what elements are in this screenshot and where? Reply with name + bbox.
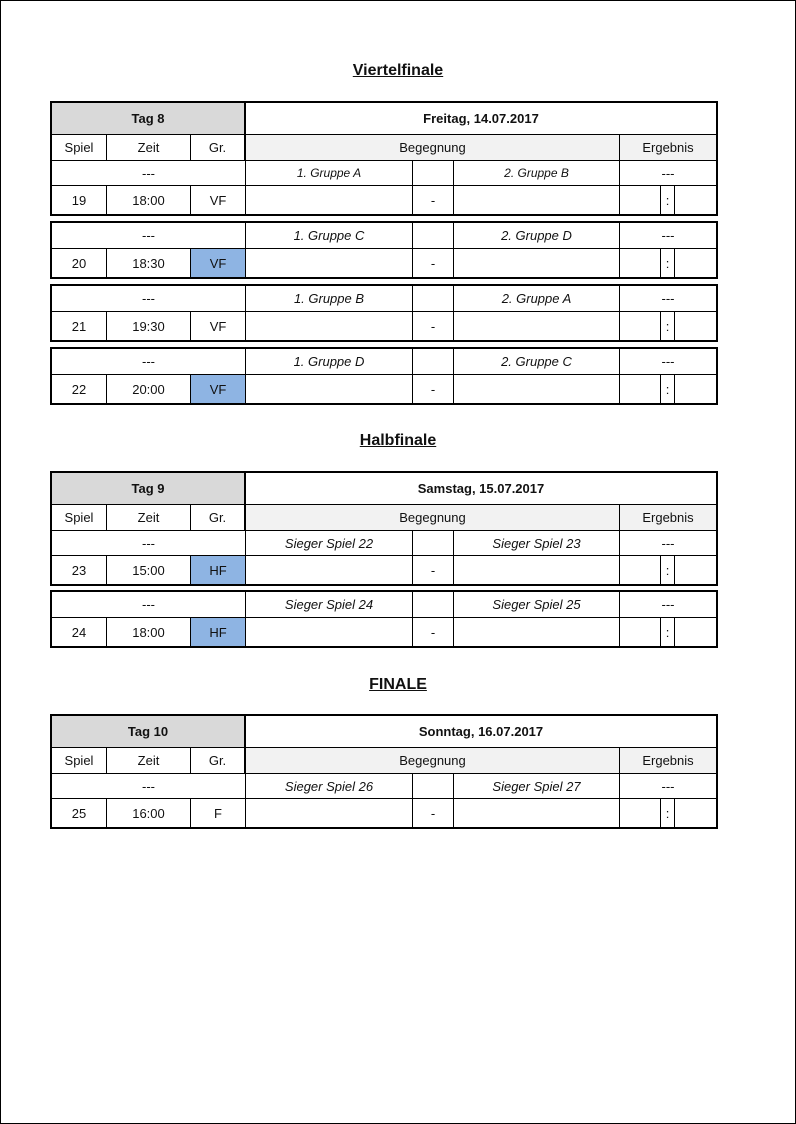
day-label: Tag 9 [52,473,245,504]
column-header-row [52,134,716,160]
away-score-field[interactable] [675,375,716,403]
home-team-field[interactable] [246,375,413,403]
match-group: VF [191,312,246,340]
match-result-placeholder: --- [661,778,675,794]
home-score-field[interactable] [620,556,661,584]
match-zeit: 19:30 [107,312,191,340]
match-spiel: 19 [52,186,107,214]
score-colon: : [661,249,675,277]
day-table-tag-10 [50,714,718,829]
match-result-placeholder: --- [661,597,675,612]
header-begegnung: Begegnung [246,748,620,773]
match-result-placeholder: --- [661,291,675,306]
away-team-field[interactable] [454,375,620,403]
match-team1: Sieger Spiel 22 [246,531,413,555]
home-score-field[interactable] [620,799,661,827]
match-teams-row [52,223,716,248]
match-spiel: 25 [52,799,107,827]
match-team2: 2. Gruppe A [454,286,620,311]
match-row [52,311,716,340]
match-placeholder: --- [52,592,246,617]
match-teams-row [52,286,716,311]
match-group: VF [191,186,246,214]
match-team1: Sieger Spiel 26 [246,774,413,798]
header-ergebnis: Ergebnis [620,135,716,160]
match-zeit: 18:00 [107,618,191,646]
score-colon: : [661,375,675,403]
away-score-field[interactable] [675,186,716,214]
match-group: F [191,799,246,827]
match-result-placeholder: --- [661,228,675,243]
match-dash: - [413,556,454,584]
match-team1: Sieger Spiel 24 [246,592,413,617]
header-begegnung: Begegnung [246,135,620,160]
away-score-field[interactable] [675,799,716,827]
section-title-viertelfinale: Viertelfinale [352,62,444,79]
match-block-20 [50,221,718,279]
away-score-field[interactable] [675,312,716,340]
match-row [52,555,716,584]
score-colon: : [661,186,675,214]
match-result-placeholder: --- [661,165,675,181]
header-zeit: Zeit [107,748,191,773]
match-teams-row [52,530,716,555]
header-gr: Gr. [191,135,246,160]
header-spiel: Spiel [52,135,107,160]
match-dash: - [413,312,454,340]
match-teams-row [52,773,716,798]
match-dash: - [413,249,454,277]
match-placeholder: --- [52,349,246,374]
home-score-field[interactable] [620,186,661,214]
score-colon: : [661,312,675,340]
match-zeit: 15:00 [107,556,191,584]
away-team-field[interactable] [454,312,620,340]
match-block-21 [50,284,718,342]
match-team1: 1. Gruppe D [246,349,413,374]
header-zeit: Zeit [107,135,191,160]
match-team1: 1. Gruppe B [246,286,413,311]
match-team1: 1. Gruppe C [246,223,413,248]
day-date: Freitag, 14.07.2017 [245,103,716,134]
home-team-field[interactable] [246,312,413,340]
home-team-field[interactable] [246,799,413,827]
match-dash: - [413,799,454,827]
match-zeit: 16:00 [107,799,191,827]
match-spiel: 22 [52,375,107,403]
header-ergebnis: Ergebnis [620,748,716,773]
match-row [52,798,716,827]
match-placeholder: --- [52,286,246,311]
match-dash: - [413,186,454,214]
match-group: VF [191,249,246,277]
away-score-field[interactable] [675,556,716,584]
match-group: VF [191,375,246,403]
day-label: Tag 8 [52,103,245,134]
day-label: Tag 10 [52,716,245,747]
match-result-placeholder: --- [661,535,675,551]
day-table-tag-8 [50,101,718,216]
match-team1: 1. Gruppe A [246,161,413,185]
match-spiel: 24 [52,618,107,646]
header-spiel: Spiel [52,505,107,530]
match-dash: - [413,375,454,403]
header-zeit: Zeit [107,505,191,530]
match-row [52,248,716,277]
match-group: HF [191,556,246,584]
day-date: Sonntag, 16.07.2017 [245,716,716,747]
day-date: Samstag, 15.07.2017 [245,473,716,504]
match-placeholder: --- [52,531,246,555]
match-row [52,617,716,646]
match-placeholder: --- [52,223,246,248]
match-team2: Sieger Spiel 27 [454,774,620,798]
match-placeholder: --- [52,774,246,798]
section-title-finale: FINALE [369,676,427,693]
match-group: HF [191,618,246,646]
away-team-field[interactable] [454,556,620,584]
home-score-field[interactable] [620,249,661,277]
match-block-24 [50,590,718,648]
match-placeholder: --- [52,161,246,185]
match-zeit: 18:30 [107,249,191,277]
away-team-field[interactable] [454,186,620,214]
score-colon: : [661,799,675,827]
match-teams-row [52,160,716,185]
away-score-field[interactable] [675,249,716,277]
away-team-field[interactable] [454,618,620,646]
match-zeit: 18:00 [107,186,191,214]
home-score-field[interactable] [620,618,661,646]
home-team-field[interactable] [246,556,413,584]
match-row [52,185,716,214]
header-spiel: Spiel [52,748,107,773]
home-team-field[interactable] [246,618,413,646]
away-team-field[interactable] [454,249,620,277]
day-table-tag-9 [50,471,718,586]
away-team-field[interactable] [454,799,620,827]
column-header-row [52,504,716,530]
home-score-field[interactable] [620,312,661,340]
header-gr: Gr. [191,748,246,773]
header-ergebnis: Ergebnis [620,505,716,530]
home-team-field[interactable] [246,186,413,214]
match-team2: Sieger Spiel 23 [454,531,620,555]
match-team2: 2. Gruppe D [454,223,620,248]
match-teams-row [52,592,716,617]
column-header-row [52,747,716,773]
match-row [52,374,716,403]
match-teams-row [52,349,716,374]
match-spiel: 20 [52,249,107,277]
home-team-field[interactable] [246,249,413,277]
score-colon: : [661,618,675,646]
match-team2: Sieger Spiel 25 [454,592,620,617]
match-team2: 2. Gruppe C [454,349,620,374]
header-gr: Gr. [191,505,246,530]
header-begegnung: Begegnung [246,505,620,530]
match-result-placeholder: --- [661,354,675,369]
section-title-halbfinale: Halbfinale [359,432,437,449]
match-team2: 2. Gruppe B [454,161,620,185]
match-spiel: 21 [52,312,107,340]
score-colon: : [661,556,675,584]
home-score-field[interactable] [620,375,661,403]
match-zeit: 20:00 [107,375,191,403]
match-block-22 [50,347,718,405]
match-dash: - [413,618,454,646]
match-spiel: 23 [52,556,107,584]
away-score-field[interactable] [675,618,716,646]
